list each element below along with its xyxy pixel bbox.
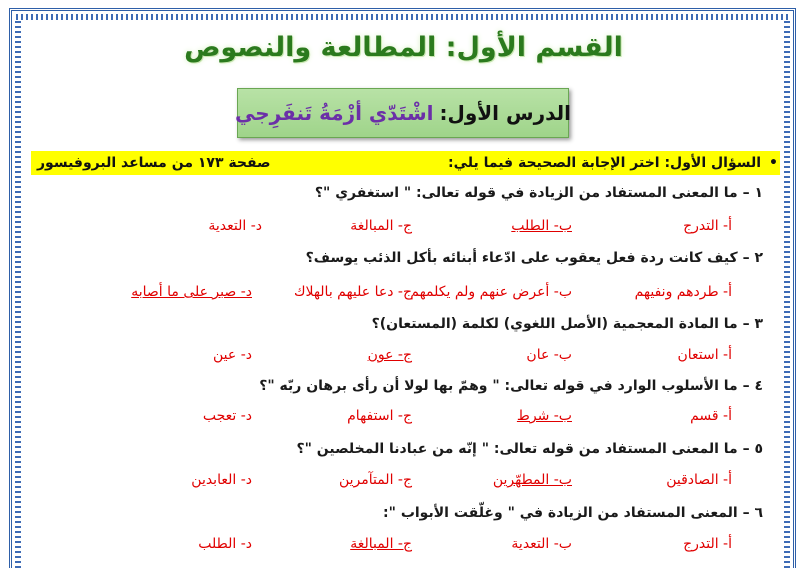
lesson-title-box <box>234 88 572 138</box>
border-pattern-top <box>16 14 789 20</box>
lesson-title: اشْتَدّي أزْمَةُ تَنفَرِجي <box>234 101 434 125</box>
question-stem: ١ – ما المعنى المستفاد من الزيادة في قوله تعالى: " استغفري "؟ <box>314 185 763 201</box>
section-title: القسم الأول: المطالعة والنصوص <box>184 32 623 63</box>
option: أ- التدرج <box>683 218 732 234</box>
option: ب- عان <box>526 347 572 363</box>
option: ب- أعرض عنهم ولم يكلمهم <box>410 284 572 300</box>
question-stem: ٦ – المعنى المستفاد من الزيادة في " وغلّقت الأبواب ": <box>383 505 763 521</box>
option-correct: ب- شرط <box>516 408 572 424</box>
option-correct: ج- عون <box>367 347 412 363</box>
option: د- الطلب <box>198 536 252 552</box>
option: ج- دعا عليهم بالهلاك <box>293 284 412 300</box>
page-reference: صفحة ١٧٣ من مساعد البروفيسور <box>37 155 271 171</box>
option: د- التعدية <box>208 218 262 234</box>
option: ج- استفهام <box>347 408 412 424</box>
question-stem: ٥ – ما المعنى المستفاد من قوله تعالى: " إنّه من عبادنا المخلصين "؟ <box>296 441 763 457</box>
option: ب- التعدية <box>511 536 572 552</box>
option: أ- قسم <box>690 408 732 424</box>
border-pattern-right <box>784 21 790 568</box>
border-pattern-left <box>15 21 21 568</box>
option: أ- الصادقين <box>666 472 732 488</box>
question-stem: ٤ – ما الأسلوب الوارد في قوله تعالى: " وهمّ بها لولا أن رأى برهان ربّه "؟ <box>259 378 763 394</box>
question-stem: ٢ – كيف كانت ردة فعل يعقوب على ادّعاء أبنائه بأكل الذئب يوسف؟ <box>305 250 763 266</box>
option-correct: ب- الطلب <box>511 218 572 234</box>
question-header-text: السؤال الأول: اختر الإجابة الصحيحة فيما يلي: <box>447 155 762 171</box>
lesson-label: الدرس الأول: <box>439 101 572 125</box>
question-header <box>31 151 780 175</box>
option-correct: د- صبر على ما أصابه <box>131 284 252 300</box>
bullet-icon: • <box>769 155 778 171</box>
option-correct: ج- المبالغة <box>350 536 412 552</box>
option: د- تعجب <box>202 408 252 424</box>
option: أ- طردهم ونفيهم <box>634 284 732 300</box>
option: د- العابدين <box>191 472 252 488</box>
option: أ- استعان <box>677 347 732 363</box>
question-stem: ٣ – ما المادة المعجمية (الأصل اللغوي) لكلمة (المستعان)؟ <box>371 316 763 332</box>
option-correct: ب- المطهّرين <box>492 472 572 488</box>
option: ج- المبالغة <box>350 218 412 234</box>
option: ج- المتآمرين <box>338 472 412 488</box>
option: أ- التدرج <box>683 536 732 552</box>
option: د- عين <box>213 347 252 363</box>
